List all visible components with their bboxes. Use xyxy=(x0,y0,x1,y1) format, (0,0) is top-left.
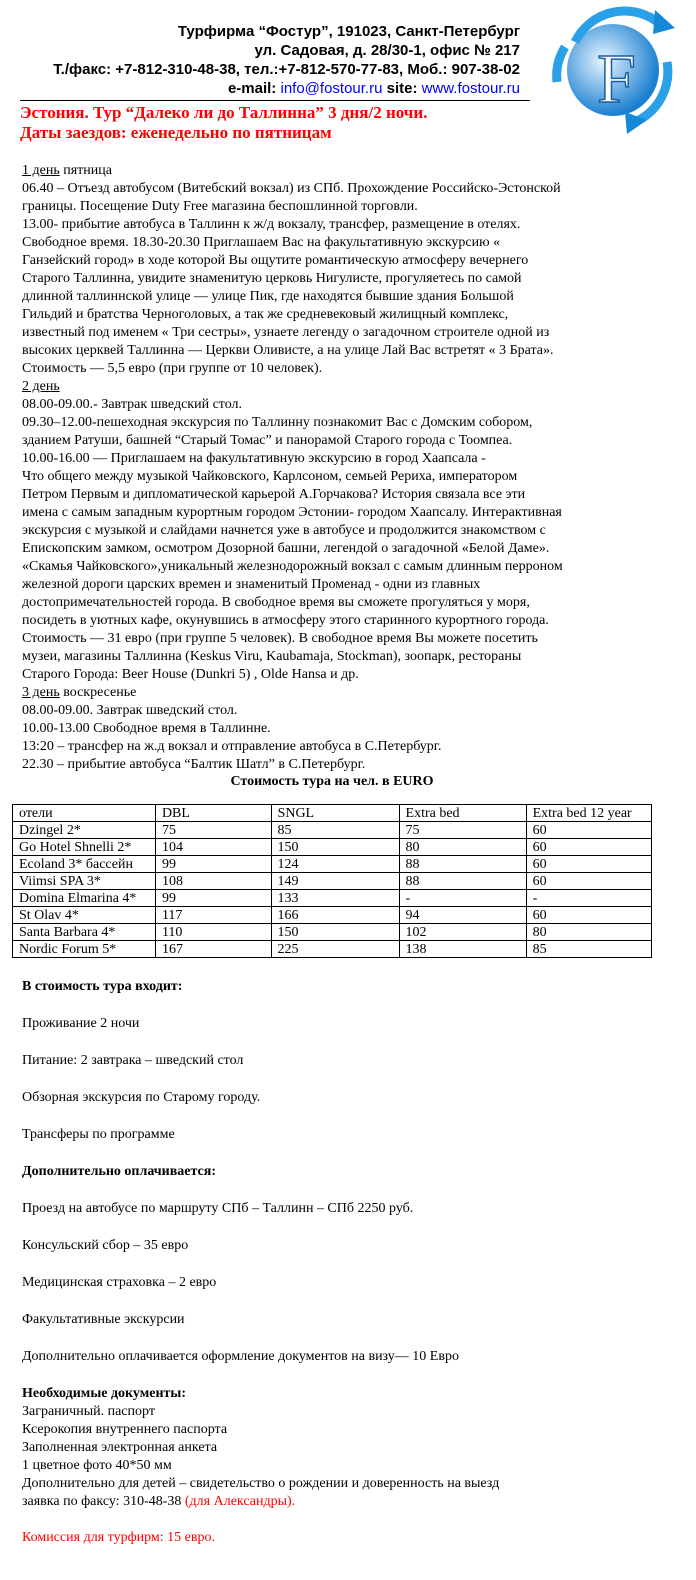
day-label: 1 день xyxy=(22,163,60,178)
table-row xyxy=(13,907,652,924)
documents xyxy=(22,1385,692,1547)
table-cell: Domina Elmarina 4* xyxy=(13,890,156,907)
extra-item: Дополнительно оплачивается оформление документов на визу— 10 Евро xyxy=(22,1349,459,1364)
documents-heading: Необходимые документы: xyxy=(22,1386,187,1401)
table-cell: 150 xyxy=(271,839,399,856)
email-label: e-mail: xyxy=(227,80,277,97)
itinerary-line: Гильдий и братства Черноголовых, а так же средневековый жилищный комплекс, xyxy=(22,307,509,322)
table-cell: 124 xyxy=(271,856,399,873)
included-heading: В стоимость тура входит: xyxy=(22,979,183,994)
itinerary-line: Стоимость — 31 евро (при группе 5 человек). В свободное время Вы можете посетить xyxy=(22,631,538,646)
table-cell: отели xyxy=(13,805,156,822)
header-line-1: Турфирма “Фостур”, 191023, Санкт-Петербург xyxy=(177,23,520,40)
extra-item: Консульский сбор – 35 евро xyxy=(22,1238,189,1253)
itinerary-line: границы. Посещение Duty Free магазина беспошлинной торговли. xyxy=(22,199,418,214)
extra-item: Медицинская страховка – 2 евро xyxy=(22,1275,217,1290)
table-cell: 138 xyxy=(399,941,526,958)
header-divider xyxy=(20,100,530,101)
itinerary-line: высоких церквей Таллинна — Церкви Оливисте, а на улице Лай Вас встретят « 3 Брата». xyxy=(22,343,554,358)
table-cell: 166 xyxy=(271,907,399,924)
table-cell: Extra bed 12 year xyxy=(526,805,651,822)
extra-heading: Дополнительно оплачивается: xyxy=(22,1164,217,1179)
table-cell: 108 xyxy=(155,873,271,890)
table-cell: Ecoland 3* бассейн xyxy=(13,856,156,873)
itinerary-line: Ганзейский город» в ходе которой Вы ощутите романтическую атмосферу вечернего xyxy=(22,253,529,268)
table-cell: 80 xyxy=(526,924,651,941)
company-header xyxy=(0,22,520,98)
itinerary-line: 08.00-09.00.- Завтрак шведский стол. xyxy=(22,397,243,412)
table-cell: 133 xyxy=(271,890,399,907)
itinerary-line: 10.00-16.00 — Приглашаем на факультативную экскурсию в город Хаапсала - xyxy=(22,451,486,466)
table-cell: 102 xyxy=(399,924,526,941)
fax-line xyxy=(22,1493,692,1511)
itinerary-line: 06.40 – Отъезд автобусом (Витебский вокзал) из СПб. Прохождение Российско-Эстонской xyxy=(22,181,561,196)
table-cell: DBL xyxy=(155,805,271,822)
document-item: Дополнительно для детей – свидетельство о рождении и доверенность на выезд xyxy=(22,1476,500,1491)
table-row xyxy=(13,822,652,839)
itinerary-line: 09.30–12.00-пешеходная экскурсия по Таллинну познакомит Вас с Домским собором, xyxy=(22,415,533,430)
itinerary-line: экскурсия с музыкой и слайдами начнется уже в автобусе и продолжится знакомством с xyxy=(22,523,546,538)
itinerary-line: Епископским замком, осмотром Дозорной башни, легендой о загадочной «Белой Даме». xyxy=(22,541,550,556)
included-item: Обзорная экскурсия по Старому городу. xyxy=(22,1090,261,1105)
table-cell: 149 xyxy=(271,873,399,890)
table-cell: 85 xyxy=(271,822,399,839)
itinerary xyxy=(22,162,692,789)
table-cell: 60 xyxy=(526,873,651,890)
itinerary-line: 22.30 – прибытие автобуса “Балтик Шатл” в С.Петербург. xyxy=(22,757,366,772)
company-logo xyxy=(535,2,690,137)
itinerary-line: имена с самым западным курортным городом Эстонии- городом Хаапсалу. Интерактивная xyxy=(22,505,562,520)
price-table-caption: Стоимость тура на чел. в EURO xyxy=(230,774,434,789)
day2-heading xyxy=(22,378,692,396)
document-item: Заграничный. паспорт xyxy=(22,1404,155,1419)
table-header-row xyxy=(13,805,652,822)
email-link[interactable]: info@fostour.ru xyxy=(280,80,383,97)
table-cell: St Olav 4* xyxy=(13,907,156,924)
document-item: Заполненная электронная анкета xyxy=(22,1440,218,1455)
itinerary-line: Старого Таллинна, увидите знаменитую церковь Нигулисте, прогуляетесь по самой xyxy=(22,271,522,286)
table-row xyxy=(13,890,652,907)
extra-item: Проезд на автобусе по маршруту СПб – Таллинн – СПб 2250 руб. xyxy=(22,1201,414,1216)
table-cell: 150 xyxy=(271,924,399,941)
document-item: Ксерокопия внутреннего паспорта xyxy=(22,1422,228,1437)
table-cell: 110 xyxy=(155,924,271,941)
table-cell: Santa Barbara 4* xyxy=(13,924,156,941)
table-cell: 99 xyxy=(155,856,271,873)
itinerary-line: 08.00-09.00. Завтрак шведский стол. xyxy=(22,703,238,718)
table-cell: 75 xyxy=(155,822,271,839)
table-cell: SNGL xyxy=(271,805,399,822)
itinerary-line: Что общего между музыкой Чайковского, Карлсоном, семьей Рериха, императором xyxy=(22,469,518,484)
day1-heading xyxy=(22,162,692,180)
svg-text:F: F xyxy=(597,41,636,118)
fax-text: заявка по факсу: 310-48-38 xyxy=(22,1494,185,1509)
table-row xyxy=(13,856,652,873)
table-cell: Extra bed xyxy=(399,805,526,822)
itinerary-line: железной дороги царских времен и знаменитый Променад - одни из главных xyxy=(22,577,481,592)
tour-title-line: Эстония. Тур “Далеко ли до Таллинна” 3 дня/2 ночи. xyxy=(20,103,428,122)
itinerary-line: посидеть в уютных кафе, окунувшись в атмосферу этого старинного курортного города. xyxy=(22,613,549,628)
table-cell: - xyxy=(399,890,526,907)
table-cell: Viimsi SPA 3* xyxy=(13,873,156,890)
included-item: Трансферы по программе xyxy=(22,1127,175,1142)
table-row xyxy=(13,924,652,941)
day3-heading xyxy=(22,684,692,702)
table-cell: 60 xyxy=(526,822,651,839)
itinerary-line: достопримечательностей города. В свободное время вы сможете прогуляться у моря, xyxy=(22,595,530,610)
table-cell: 75 xyxy=(399,822,526,839)
itinerary-line: Петром Первым и дипломатической карьерой А.Горчакова? История связала все эти xyxy=(22,487,526,502)
itinerary-line: длинной таллиннской улице — улице Пик, где находятся бывшие здания Большой xyxy=(22,289,514,304)
table-cell: 99 xyxy=(155,890,271,907)
weekday: воскресенье xyxy=(59,685,137,700)
header-line-3: Т./факс: +7-812-310-48-38, тел.:+7-812-570-77-83, Моб.: 907-38-02 xyxy=(53,61,520,78)
table-cell: 117 xyxy=(155,907,271,924)
table-cell: 167 xyxy=(155,941,271,958)
day-label: 2 день xyxy=(22,379,60,394)
itinerary-line: 13.00- прибытие автобуса в Таллинн к ж/д вокзалу, трансфер, размещение в отелях. xyxy=(22,217,521,232)
included-item: Питание: 2 завтрака – шведский стол xyxy=(22,1053,244,1068)
table-cell: 88 xyxy=(399,873,526,890)
included-item: Проживание 2 ночи xyxy=(22,1016,140,1031)
itinerary-line: «Скамья Чайковского»,уникальный железнодорожный вокзал с самым длинным перроном xyxy=(22,559,563,574)
table-cell: 94 xyxy=(399,907,526,924)
table-cell: 80 xyxy=(399,839,526,856)
table-row xyxy=(13,873,652,890)
itinerary-line: 13:20 – трансфер на ж.д вокзал и отправление автобуса в С.Петербург. xyxy=(22,739,442,754)
table-cell: 104 xyxy=(155,839,271,856)
itinerary-line: Старого Города: Beer House (Dunkri 5) , Olde Hansa и др. xyxy=(22,667,359,682)
itinerary-line: Свободное время. 18.30-20.30 Приглашаем Вас на факультативную экскурсию « xyxy=(22,235,501,250)
table-cell: - xyxy=(526,890,651,907)
header-contacts xyxy=(0,79,520,98)
site-label: site: xyxy=(386,80,418,97)
table-row xyxy=(13,839,652,856)
table-cell: 60 xyxy=(526,856,651,873)
table-cell: 60 xyxy=(526,839,651,856)
table-cell: Nordic Forum 5* xyxy=(13,941,156,958)
header-line-2: ул. Садовая, д. 28/30-1, офис № 217 xyxy=(254,42,520,59)
extra-item: Факультативные экскурсии xyxy=(22,1312,185,1327)
commission: Комиссия для турфирм: 15 евро. xyxy=(22,1530,215,1545)
price-table xyxy=(12,804,652,958)
tour-title xyxy=(20,103,427,143)
itinerary-line: Стоимость — 5,5 евро (при группе от 10 человек). xyxy=(22,361,323,376)
fax-note: (для Александры). xyxy=(184,1494,296,1509)
document-item: 1 цветное фото 40*50 мм xyxy=(22,1458,172,1473)
table-cell: 225 xyxy=(271,941,399,958)
conditions xyxy=(22,978,692,1547)
itinerary-line: 10.00-13.00 Свободное время в Таллинне. xyxy=(22,721,271,736)
table-cell: Go Hotel Shnelli 2* xyxy=(13,839,156,856)
table-row xyxy=(13,941,652,958)
itinerary-line: музеи, магазины Таллинна (Keskus Viru, Kaubamaja, Stockman), зоопарк, рестораны xyxy=(22,649,522,664)
table-cell: 60 xyxy=(526,907,651,924)
site-link[interactable]: www.fostour.ru xyxy=(421,80,520,97)
table-cell: 85 xyxy=(526,941,651,958)
itinerary-line: зданием Ратуши, башней “Старый Томас” и панорамой Старого города с Тоомпеа. xyxy=(22,433,513,448)
weekday: пятница xyxy=(59,163,112,178)
day-label: 3 день xyxy=(22,685,60,700)
itinerary-line: известный под именем « Три сестры», узнаете легенду о загадочном строителе одной из xyxy=(22,325,550,340)
tour-dates: Даты заездов: еженедельно по пятницам xyxy=(20,123,332,142)
table-cell: 88 xyxy=(399,856,526,873)
table-cell: Dzingel 2* xyxy=(13,822,156,839)
